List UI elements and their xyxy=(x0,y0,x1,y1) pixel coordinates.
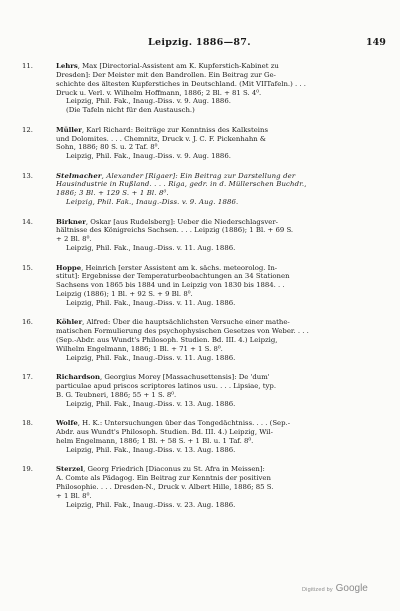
entry-number: 17. xyxy=(22,373,33,382)
entry-imprint-line: Leipzig, Phil. Fak., Inaug.-Diss. v. 23. Aug. 1886. xyxy=(66,500,236,509)
author-name: Stelmacher xyxy=(56,171,102,180)
running-title: Leipzig. 1886—87. xyxy=(148,37,251,48)
author-name: Hoppe xyxy=(56,263,82,272)
entry-line: Köhler, Alfred: Über die hauptsächlichsten Versuche einer mathe- xyxy=(56,318,290,327)
entry-line: Dresden]: Der Meister mit den Bandrollen. Ein Beitrag zur Ge- xyxy=(56,70,276,79)
author-name: Birkner xyxy=(56,217,86,226)
entry-line: Philosophie. . . . Dresden-N., Druck v. Albert Hille, 1886; 85 S. xyxy=(56,482,274,491)
page-number: 149 xyxy=(366,37,386,48)
bibliography-list xyxy=(0,62,400,520)
entry-imprint-line: Leipzig, Phil. Fak., Inaug.-Diss. v. 11. Aug. 1886. xyxy=(66,353,236,362)
entry-imprint-line: Leipzig, Phil. Fak., Inaug.-Diss. v. 11. Aug. 1886. xyxy=(66,244,236,253)
entry-imprint-line: Leipzig, Phil. Fak., Inaug.-Diss. v. 13. Aug. 1886. xyxy=(66,445,236,454)
entry-line: Leipzig (1886); 1 Bl. + 92 S. + 9 Bl. 8⁰. xyxy=(56,290,193,299)
entry-line: A. Comte als Pädagog. Ein Beitrag zur Kenntnis der positiven xyxy=(56,473,271,482)
entry-line: Richardson, Georgius Morey [Massachusettensis]: De 'dum' xyxy=(56,373,270,382)
entry-line: + 2 Bl. 8⁰. xyxy=(56,235,92,244)
author-name: Lehrs xyxy=(56,62,78,70)
author-name: Köhler xyxy=(56,318,83,327)
bibliography-entry xyxy=(0,373,400,408)
entry-line: Birkner, Oskar [aus Rudelsberg]: Ueber die Niederschlagsver- xyxy=(56,217,278,226)
entry-line: matischen Formulierung des psychophysischen Gesetzes von Weber. . . . xyxy=(56,327,309,336)
entry-line: Hausindustrie in Rußland. . . . Riga, gedr. in d. Müllerschen Buchdr., xyxy=(56,180,307,189)
entry-imprint-line: Leipzig, Phil. Fak., Inaug.-Diss. v. 9. Aug. 1886. xyxy=(66,152,231,161)
author-name: Müller xyxy=(56,125,82,134)
digitized-label: Digitized by xyxy=(302,587,333,593)
entry-line: Lehrs, Max [Directorial-Assistent am K. Kupferstich-Kabinet zu xyxy=(56,62,279,70)
bibliography-entry xyxy=(0,264,400,308)
entry-line: helm Engelmann, 1886; 1 Bl. + 58 S. + 1 Bl. u. 1 Taf. 8⁰. xyxy=(56,436,254,445)
entry-body xyxy=(56,318,371,362)
entry-line: Sohn, 1886; 80 S. u. 2 Taf. 8⁰. xyxy=(56,143,160,152)
entry-line: particulae apud priscos scriptores latinos usu. . . . Lipsiae, typ. xyxy=(56,382,277,391)
entry-line: Müller, Karl Richard: Beiträge zur Kenntniss des Kalksteins xyxy=(56,125,268,134)
entry-body xyxy=(56,264,371,308)
entry-line: Wilhelm Engelmann, 1886; 1 Bl. + 71 + 1 S. 8⁰. xyxy=(56,344,223,353)
bibliography-entry xyxy=(0,465,400,509)
bibliography-entry xyxy=(0,318,400,362)
entry-body xyxy=(56,62,371,115)
entry-line: (Sep.-Abdr. aus Wundt's Philosoph. Studien. Bd. III. 4.) Leipzig, xyxy=(56,336,278,345)
entry-body xyxy=(56,126,371,161)
entry-imprint-line: (Die Tafeln nicht für den Austausch.) xyxy=(66,106,195,115)
bibliography-entry xyxy=(0,62,400,115)
entry-line: + 1 Bl. 8⁰. xyxy=(56,491,92,500)
entry-body xyxy=(56,419,371,454)
bibliography-entry xyxy=(0,126,400,161)
entry-body xyxy=(56,218,371,253)
author-name: Richardson xyxy=(56,373,100,382)
entry-body xyxy=(56,465,371,509)
entry-line: Wolfe, H. K.: Untersuchungen über das Tongedächtniss. . . . (Sep.- xyxy=(56,419,291,428)
entry-number: 19. xyxy=(22,465,33,474)
entry-imprint-line: Leipzig, Phil. Fak., Inaug.-Diss. v. 9. Aug. 1886. xyxy=(66,198,239,207)
author-name: Wolfe xyxy=(56,419,78,428)
entry-body xyxy=(56,172,371,207)
entry-number: 18. xyxy=(22,419,33,428)
running-header xyxy=(0,37,400,51)
bibliography-entry xyxy=(0,172,400,207)
entry-line: Druck u. Verl. v. Wilhelm Hoffmann, 1886; 2 Bl. + 81 S. 4⁰. xyxy=(56,88,262,97)
author-name: Sterzel xyxy=(56,465,84,474)
entry-body xyxy=(56,373,371,408)
entry-line: 1886; 3 Bl. + 129 S. + 1 Bl. 8⁰. xyxy=(56,189,169,198)
bibliography-entry xyxy=(0,419,400,454)
entry-number: 15. xyxy=(22,263,33,272)
bibliography-entry xyxy=(0,218,400,253)
entry-imprint-line: Leipzig, Phil. Fak., Inaug.-Diss. v. 9. Aug. 1886. xyxy=(66,97,231,106)
entry-line: schichte des ältesten Kupferstiches in Deutschland. (Mit VIITafeln.) . . . xyxy=(56,79,306,88)
entry-line: und Dolomites. . . . Chemnitz, Druck v. J. C. F. Pickenhahn & xyxy=(56,134,267,143)
entry-imprint-line: Leipzig, Phil. Fak., Inaug.-Diss. v. 13. Aug. 1886. xyxy=(66,399,236,408)
entry-number: 13. xyxy=(22,171,33,180)
entry-line: hältnisse des Königreichs Sachsen. . . . Leipzig (1886); 1 Bl. + 69 S. xyxy=(56,226,294,235)
entry-number: 12. xyxy=(22,125,33,134)
entry-number: 14. xyxy=(22,217,33,226)
entry-line: B. G. Teubneri, 1886; 55 + 1 S. 8⁰. xyxy=(56,390,177,399)
entry-line: Sterzel, Georg Friedrich [Diaconus zu St. Afra in Meissen]: xyxy=(56,465,265,474)
entry-imprint-line: Leipzig, Phil. Fak., Inaug.-Diss. v. 11. Aug. 1886. xyxy=(66,298,236,307)
entry-number: 16. xyxy=(22,318,33,327)
google-logo: Google xyxy=(335,583,368,594)
entry-line: Stelmacher, Alexander [Rigaer]: Ein Beitrag zur Darstellung der xyxy=(56,171,296,180)
entry-line: Hoppe, Heinrich [erster Assistent am k. sächs. meteorolog. In- xyxy=(56,263,278,272)
digitized-watermark xyxy=(302,583,392,597)
entry-number: 11. xyxy=(22,62,33,70)
entry-line: Sachsens von 1865 bis 1884 und in Leipzig von 1830 bis 1884. . . xyxy=(56,281,285,290)
entry-line: Abdr. aus Wundt's Philosoph. Studien. Bd. III. 4.) Leipzig, Wil- xyxy=(56,428,273,436)
entry-line: stitut]: Ergebnisse der Temperaturbeobachtungen an 34 Stationen xyxy=(56,272,290,281)
